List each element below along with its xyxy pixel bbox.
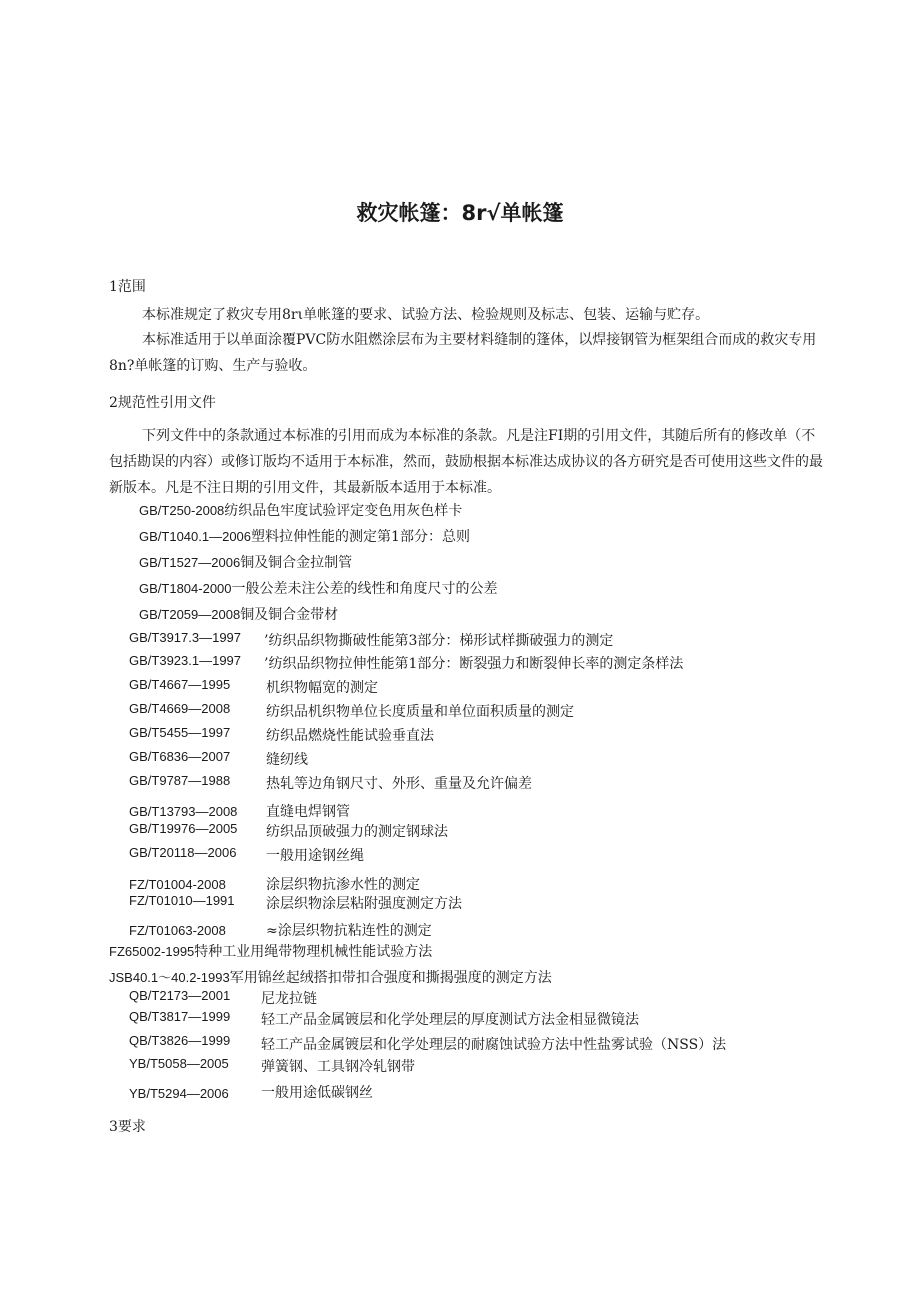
reference-code: GB/T1804-2000 <box>139 581 232 596</box>
reference-name: 塑料拉伸性能的测定第1部分：总则 <box>251 529 470 545</box>
reference-code: JSB40.1～40.2-1993 <box>109 970 230 985</box>
reference-name: 轻工产品金属镀层和化学处理层的厚度测试方法金相显微镜法 <box>261 1012 639 1028</box>
reference-item <box>139 500 462 520</box>
reference-code: GB/T1527—2006 <box>139 555 241 570</box>
reference-code: GB/T20118—2006 <box>129 845 237 860</box>
reference-code: QB/T3817—1999 <box>129 1009 231 1024</box>
section-heading-scope: 1范围 <box>109 279 146 295</box>
reference-name: 纺织品顶破强力的测定钢球法 <box>266 824 448 840</box>
reference-item <box>139 604 338 624</box>
reference-name: 军用锦丝起绒搭扣带扣合强度和撕揭强度的测定方法 <box>229 970 552 986</box>
reference-name: 涂层织物涂层粘附强度测定方法 <box>266 896 462 912</box>
reference-name: 特种工业用绳带物理机械性能试验方法 <box>194 944 433 960</box>
reference-code: QB/T3826—1999 <box>129 1033 231 1048</box>
reference-name: 纺织品色牢度试验评定变色用灰色样卡 <box>224 503 463 519</box>
reference-name: 纺织品机织物单位长度质量和单位面积质量的测定 <box>266 704 574 720</box>
reference-name: 铜及铜合金拉制管 <box>240 555 353 571</box>
scope-paragraph-2: 本标准适用于以单面涂覆PVC防水阻燃涂层布为主要材料缝制的篷体，以焊接钢管为框架组合而成的救灾专用8n?单帐篷的订购、生产与验收。 <box>109 332 817 374</box>
reference-name: 一般用途低碳钢丝 <box>261 1085 373 1101</box>
reference-name: 直缝电焊钢管 <box>266 804 350 820</box>
reference-name: 尼龙拉链 <box>261 991 317 1007</box>
reference-code: QB/T2173—2001 <box>129 988 231 1003</box>
reference-item <box>109 967 552 987</box>
reference-code: YB/T5058—2005 <box>129 1056 229 1071</box>
reference-code: FZ/T01010—1991 <box>129 893 235 908</box>
section-heading-references: 2规范性引用文件 <box>109 395 216 411</box>
reference-name: 机织物幅宽的测定 <box>266 680 378 696</box>
reference-name: 缝纫线 <box>266 752 308 768</box>
reference-name: 热轧等边角钢尺寸、外形、重量及允许偏差 <box>266 776 532 792</box>
page-title: 救灾帐篷：8r√单帐篷 <box>356 201 564 225</box>
reference-item <box>109 941 432 961</box>
reference-code: GB/T2059—2008 <box>139 607 241 622</box>
reference-code: FZ/T01004-2008 <box>129 877 226 892</box>
reference-code: GB/T4669—2008 <box>129 701 231 716</box>
reference-name: 弹簧钢、工具钢冷轧钢带 <box>261 1059 415 1075</box>
reference-code: GB/T9787—1988 <box>129 773 231 788</box>
reference-code: FZ/T01063-2008 <box>129 923 226 938</box>
reference-name: 铜及铜合金带材 <box>240 607 339 623</box>
reference-name: ≈涂层织物抗粘连性的测定 <box>266 923 432 939</box>
scope-paragraph-1: 本标准规定了救灾专用8rι单帐篷的要求、试验方法、检验规则及标志、包装、运输与贮存。 <box>142 307 710 323</box>
reference-name: 涂层织物抗渗水性的测定 <box>266 877 420 893</box>
reference-name: 纺织品燃烧性能试验垂直法 <box>266 728 434 744</box>
section-heading-requirements: 3要求 <box>109 1119 146 1135</box>
reference-code: GB/T5455—1997 <box>129 725 231 740</box>
reference-code: GB/T4667—1995 <box>129 677 231 692</box>
reference-item <box>139 552 352 572</box>
reference-item <box>139 578 498 598</box>
reference-name: 一般用途钢丝绳 <box>266 848 364 864</box>
reference-name: 一般公差未注公差的线性和角度尺寸的公差 <box>231 581 498 597</box>
reference-code: GB/T3917.3—1997 <box>129 630 242 645</box>
reference-code: GB/T1040.1—2006 <box>139 529 252 544</box>
reference-name: ’纺织品织物撕破性能第3部分：梯形试样撕破强力的测定 <box>264 633 614 649</box>
reference-code: GB/T250-2008 <box>139 503 225 518</box>
reference-code: GB/T19976—2005 <box>129 821 238 836</box>
reference-name: 轻工产品金属镀层和化学处理层的耐腐蚀试验方法中性盐雾试验（NSS）法 <box>261 1037 727 1053</box>
reference-code: YB/T5294—2006 <box>129 1086 229 1101</box>
reference-code: GB/T6836—2007 <box>129 749 231 764</box>
reference-name: ’纺织品织物拉伸性能第1部分：断裂强力和断裂伸长率的测定条样法 <box>264 656 684 672</box>
reference-item <box>139 526 470 546</box>
reference-code: FZ65002-1995 <box>109 944 195 959</box>
reference-code: GB/T3923.1—1997 <box>129 653 242 668</box>
reference-code: GB/T13793—2008 <box>129 804 238 819</box>
references-paragraph: 下列文件中的条款通过本标准的引用而成为本标准的条款。凡是注FI期的引用文件，其随后所有的修改单（不包括勘误的内容）或修订版均不适用于本标准，然而，鼓励根据本标准达成协议的各方研究是否可使用这些文件的最新版本。凡是不注日期的引用文件，其最新版本适用于本标准。 <box>109 428 823 496</box>
